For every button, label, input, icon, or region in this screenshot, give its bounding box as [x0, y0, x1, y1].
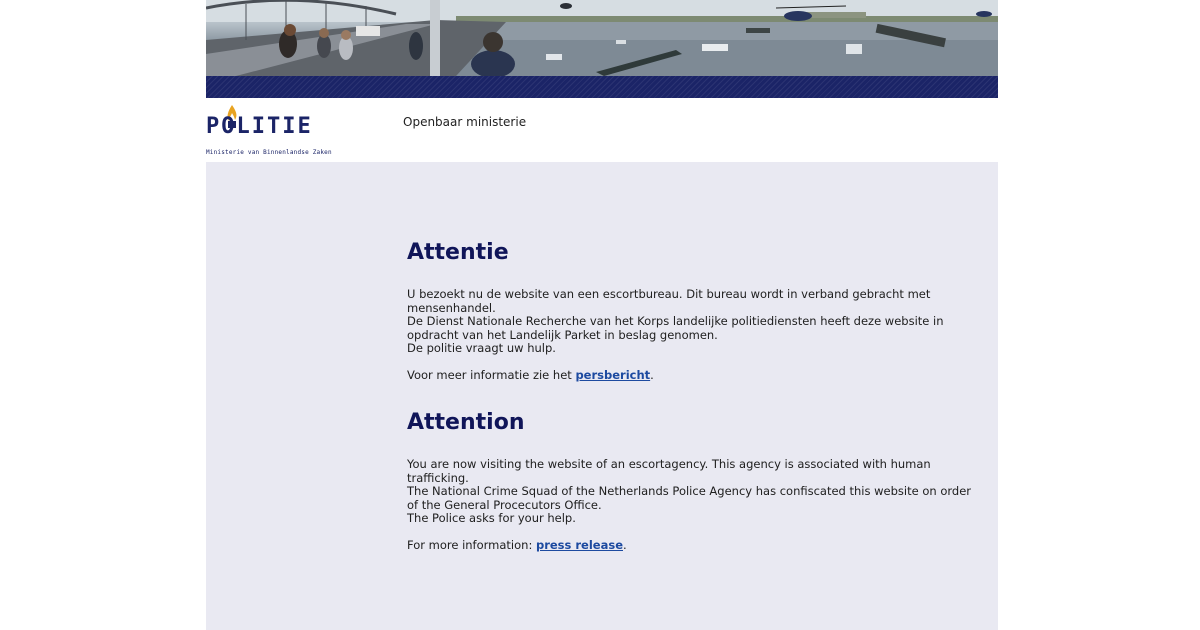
english-line-2: The National Crime Squad of the Netherlands Police Agency has confiscated this website on order of the General Procecutors Office. — [407, 484, 972, 512]
logo-tagline: Ministerie van Binnenlandse Zaken — [206, 149, 332, 156]
persbericht-link[interactable]: persbericht — [575, 367, 651, 382]
logo-wordmark: POLITIE — [206, 114, 313, 139]
english-line-1: You are now visiting the website of an escortagency. This agency is associated with human trafficking. — [407, 457, 931, 485]
english-heading: Attention — [407, 410, 525, 435]
dutch-body — [407, 288, 977, 356]
english-more-suffix: . — [623, 537, 627, 552]
main-content — [206, 162, 998, 630]
navy-stripe — [206, 76, 998, 98]
english-more-prefix: For more information: — [407, 537, 536, 552]
dutch-line-1: U bezoekt nu de website van een escortbureau. Dit bureau wordt in verband gebracht met mensenhandel. — [407, 287, 931, 315]
english-notice — [407, 410, 977, 552]
english-line-3: The Police asks for your help. — [407, 511, 576, 525]
banner-image — [206, 0, 998, 76]
english-more-info — [407, 539, 977, 553]
banner-photo — [206, 0, 998, 76]
english-body — [407, 458, 977, 526]
dutch-line-3: De politie vraagt uw hulp. — [407, 341, 556, 355]
dutch-more-info — [407, 369, 977, 383]
dutch-notice — [407, 240, 977, 382]
politie-logo[interactable] — [206, 104, 332, 160]
header — [206, 98, 998, 162]
page — [206, 0, 998, 630]
dutch-more-prefix: Voor meer informatie zie het — [407, 367, 576, 382]
organization-name: Openbaar ministerie — [403, 115, 527, 129]
press-release-link[interactable]: press release — [535, 537, 623, 552]
dutch-heading: Attentie — [407, 240, 509, 265]
dutch-more-suffix: . — [650, 367, 654, 382]
dutch-line-2: De Dienst Nationale Recherche van het Korps landelijke politiediensten heeft deze website in opdracht van het Landelijk Parket in beslag genomen. — [407, 314, 944, 342]
